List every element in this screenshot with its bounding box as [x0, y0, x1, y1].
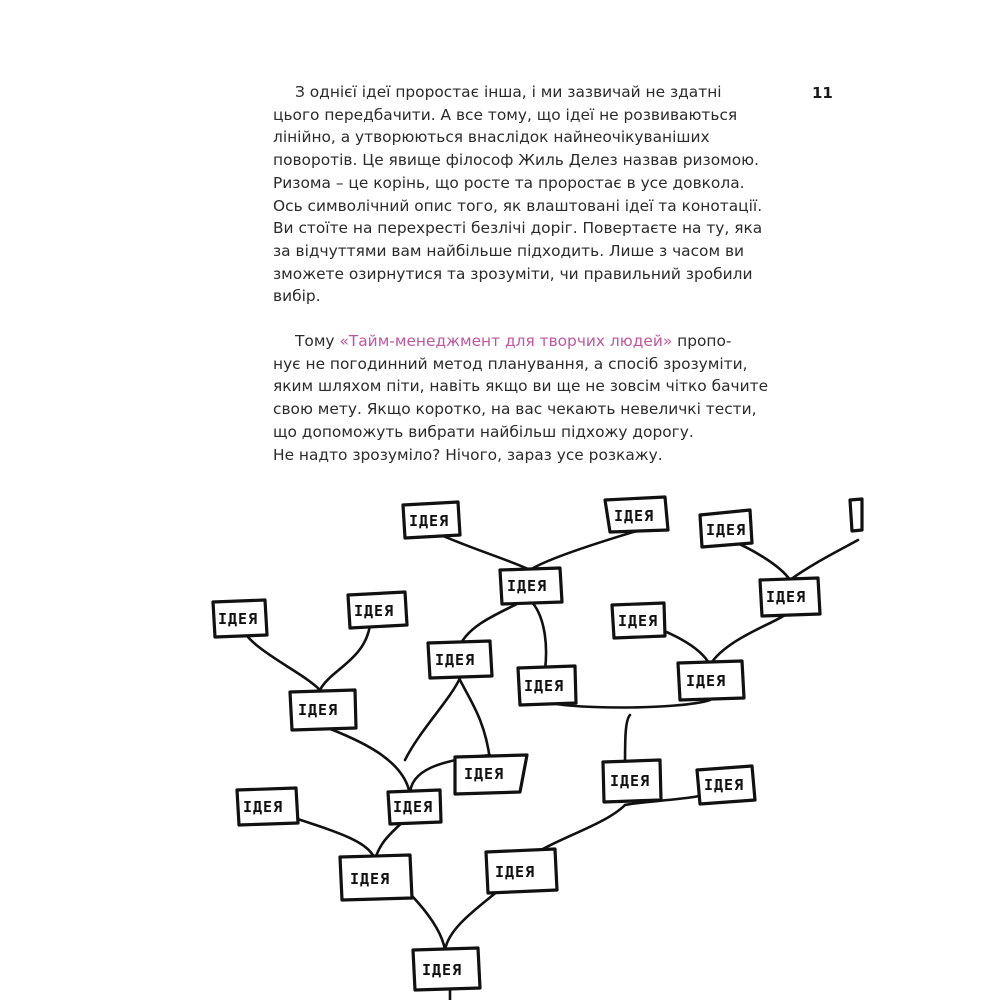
- idea-box: [428, 641, 492, 678]
- idea-box: [678, 661, 744, 700]
- svg-text:ІДЕЯ: ІДЕЯ: [507, 577, 548, 595]
- branch: [790, 540, 858, 580]
- text-line: вибір.: [273, 287, 321, 306]
- idea-box: [237, 788, 298, 825]
- idea-box: [518, 666, 576, 705]
- idea-box: [290, 690, 356, 730]
- svg-text:ІДЕЯ: ІДЕЯ: [422, 961, 463, 979]
- text-line: за відчуттями вам найбільше підходить. Лише з часом ви: [273, 241, 745, 260]
- branch: [460, 680, 490, 760]
- idea-box: [213, 600, 267, 637]
- branch: [730, 540, 790, 580]
- text-line: яким шляхом піти, навіть якщо ви ще не зовсім чітко бачите: [273, 377, 769, 396]
- text-line: З однієї ідеї проростає інша, і ми зазвичай не здатні: [295, 83, 722, 101]
- text-line: свою мету. Якщо коротко, на вас чекають невеличкі тести,: [273, 400, 757, 419]
- svg-text:ІДЕЯ: ІДЕЯ: [766, 588, 807, 606]
- idea-box: [455, 755, 527, 794]
- svg-text:ІДЕЯ: ІДЕЯ: [618, 612, 659, 630]
- text-line: зможете озирнутися та зрозуміти, чи правильний зробили: [273, 264, 753, 283]
- svg-text:ІДЕЯ: ІДЕЯ: [610, 772, 651, 790]
- text-line: Ви стоїте на перехресті безлічі доріг. Повертаєте на ту, яка: [273, 219, 763, 238]
- text-line: лінійно, а утворюються внаслідок найнеочікуваніших: [273, 128, 710, 147]
- idea-box: [348, 592, 407, 628]
- svg-text:ІДЕЯ: ІДЕЯ: [354, 602, 395, 620]
- idea-box: [850, 499, 862, 531]
- svg-text:ІДЕЯ: ІДЕЯ: [704, 776, 745, 794]
- branch: [460, 600, 525, 645]
- text-fragment: Тому: [295, 332, 340, 350]
- branch: [530, 600, 546, 670]
- idea-box: [486, 849, 557, 893]
- svg-text:ІДЕЯ: ІДЕЯ: [409, 512, 450, 530]
- svg-text:ІДЕЯ: ІДЕЯ: [464, 765, 505, 783]
- branch: [405, 678, 460, 760]
- idea-box: [388, 790, 441, 824]
- page-number: 11: [812, 84, 833, 102]
- idea-box: [697, 766, 755, 804]
- svg-text:ІДЕЯ: ІДЕЯ: [706, 521, 747, 539]
- idea-box: [403, 502, 460, 538]
- svg-text:ІДЕЯ: ІДЕЯ: [350, 870, 391, 888]
- branch: [320, 725, 410, 795]
- idea-box: [612, 603, 665, 638]
- svg-text:ІДЕЯ: ІДЕЯ: [243, 798, 284, 816]
- idea-box: [340, 855, 412, 900]
- text-line: що допоможуть вибрати найбільш підхожу дорогу.: [273, 422, 694, 441]
- text-line: нує не погодинний метод планування, а спосіб зрозуміти,: [273, 354, 748, 373]
- idea-box: [760, 578, 820, 616]
- text-fragment: пропо-: [672, 332, 732, 350]
- text-line: цього передбачити. А все тому, що ідеї не розвиваються: [273, 105, 738, 124]
- svg-text:ІДЕЯ: ІДЕЯ: [614, 507, 655, 525]
- text-line: Не надто зрозуміло? Нічого, зараз усе розкажу.: [273, 445, 663, 464]
- idea-box: [500, 568, 562, 604]
- text-line: Ось символічний опис того, як влаштовані ідеї та конотації.: [273, 196, 763, 215]
- svg-text:ІДЕЯ: ІДЕЯ: [435, 651, 476, 669]
- idea-box: [413, 948, 480, 990]
- svg-text:ІДЕЯ: ІДЕЯ: [393, 798, 434, 816]
- text-line: поворотів. Це явище філософ Жиль Делез назвав ризомою.: [273, 151, 760, 170]
- text-line: Ризома – це корінь, що росте та проростає в усе довкола.: [273, 173, 745, 192]
- book-title-link[interactable]: «Тайм-менеджмент для творчих людей»: [339, 332, 673, 350]
- idea-box: [603, 760, 661, 802]
- svg-text:ІДЕЯ: ІДЕЯ: [218, 610, 259, 628]
- branch: [530, 530, 640, 570]
- svg-text:ІДЕЯ: ІДЕЯ: [524, 677, 565, 695]
- idea-box: [700, 510, 752, 547]
- branch: [320, 625, 370, 690]
- branch: [710, 615, 785, 665]
- svg-text:ІДЕЯ: ІДЕЯ: [686, 672, 727, 690]
- idea-box: [605, 497, 668, 532]
- svg-text:ІДЕЯ: ІДЕЯ: [495, 863, 536, 881]
- svg-text:ІДЕЯ: ІДЕЯ: [298, 701, 339, 719]
